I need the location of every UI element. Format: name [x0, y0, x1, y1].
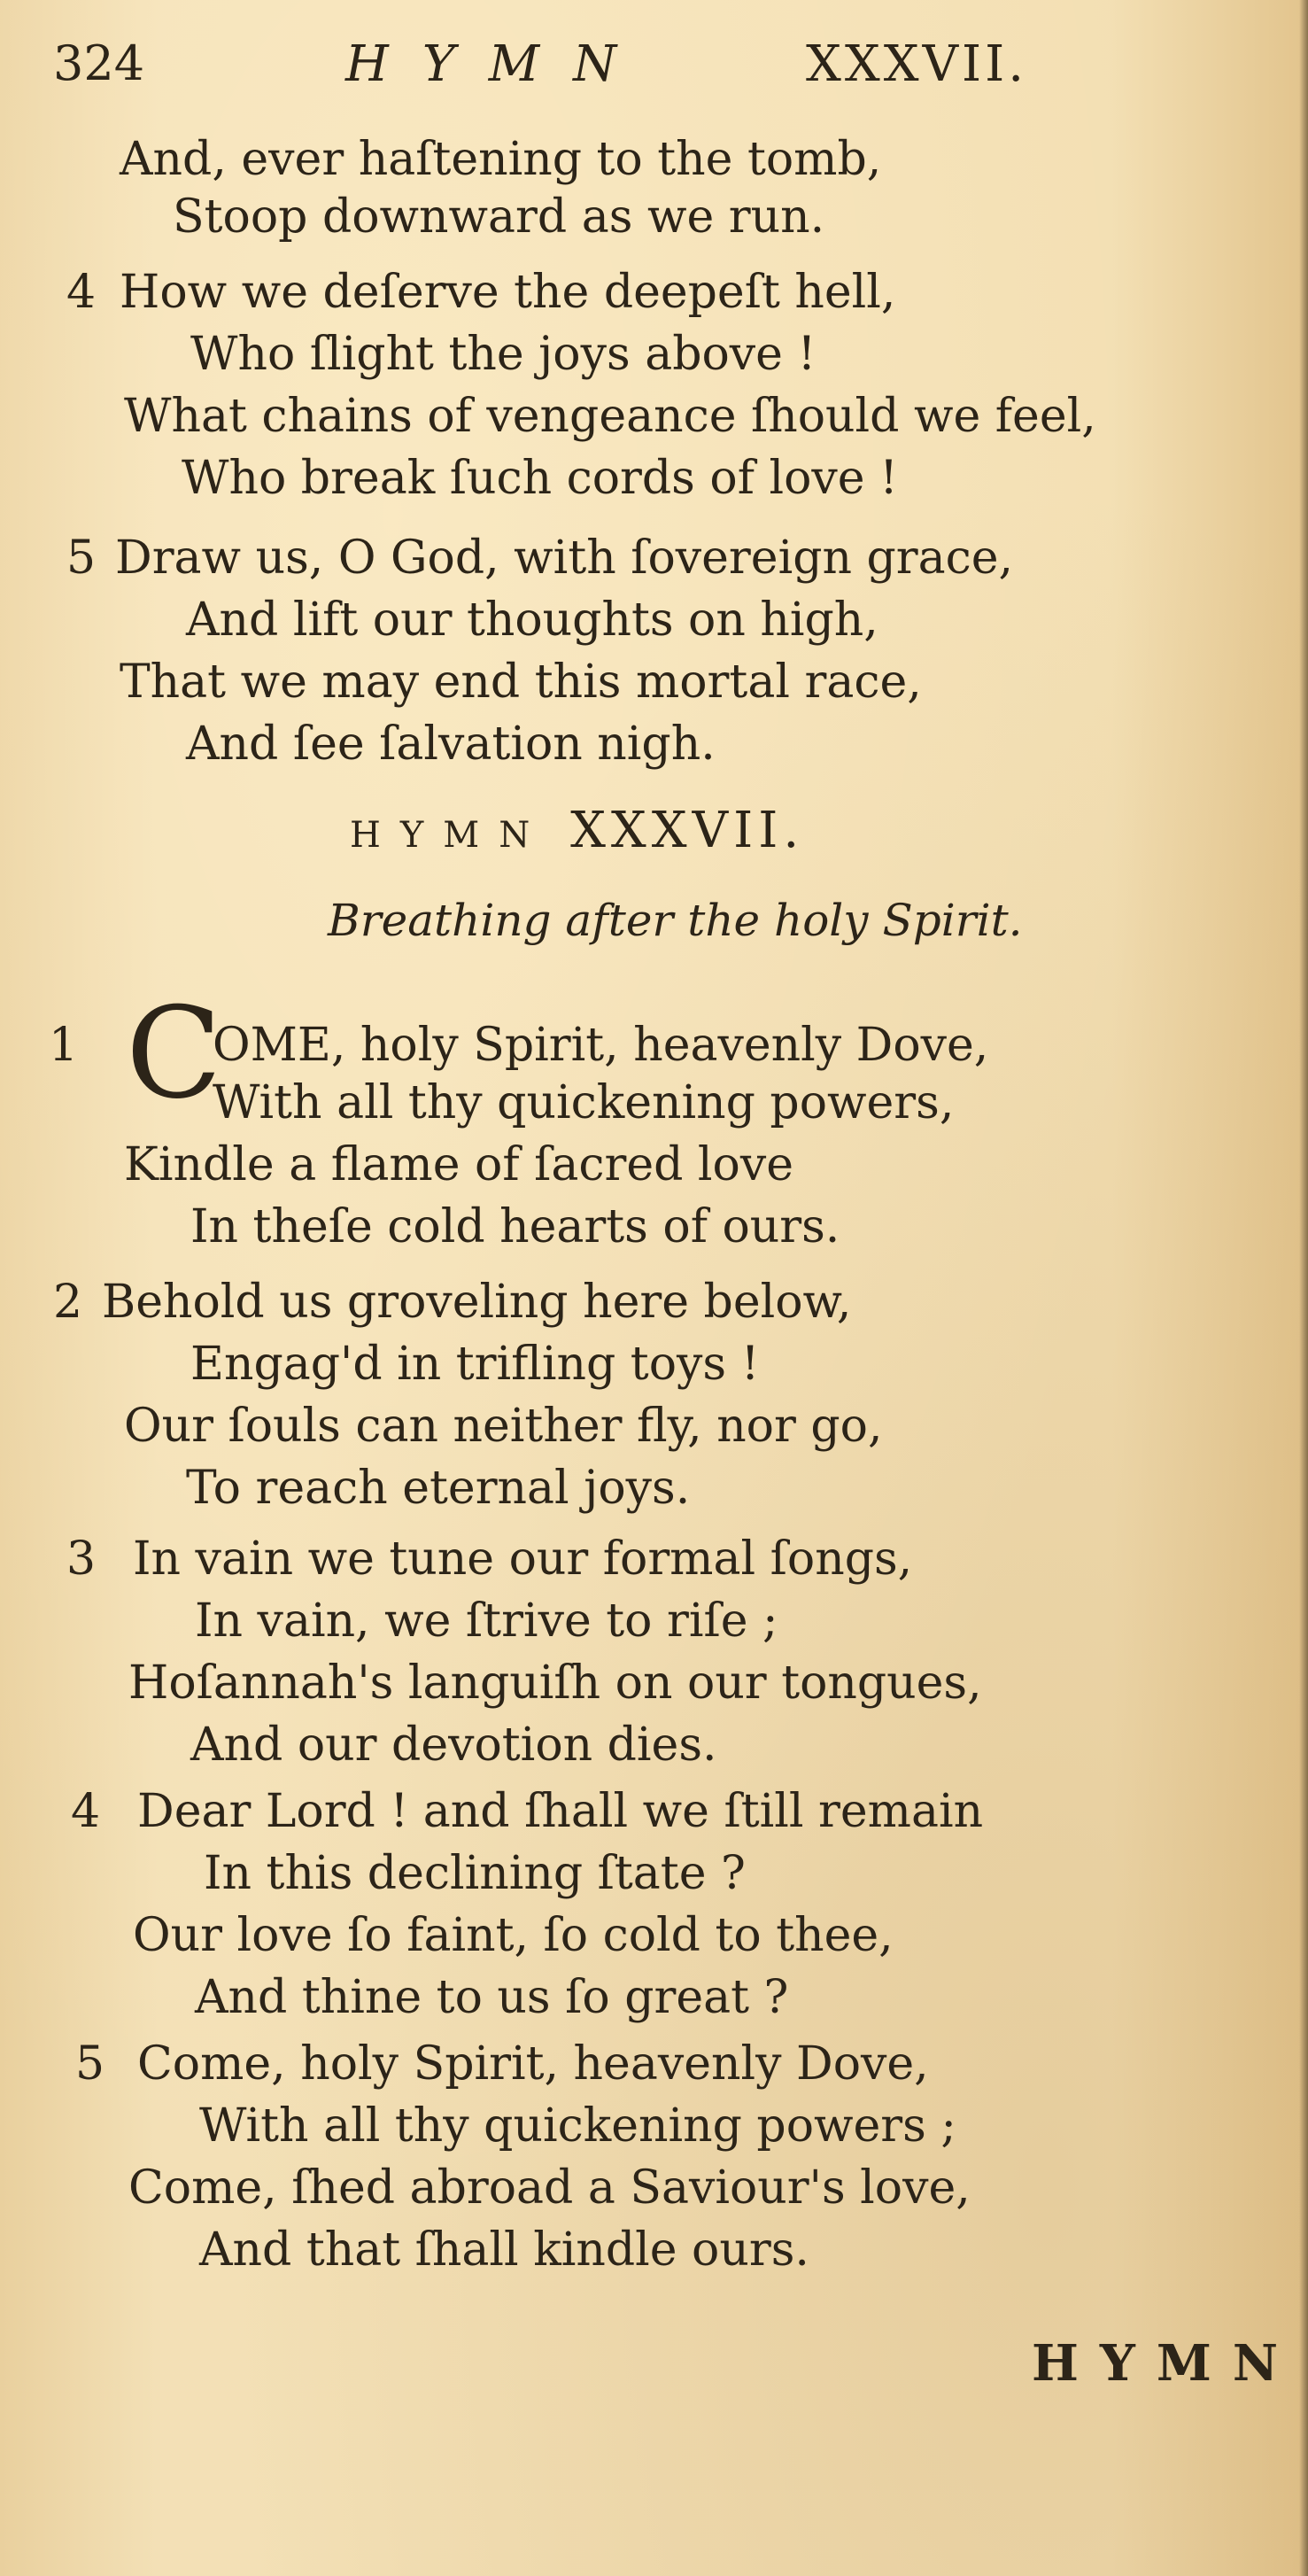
stanza-number: 3	[66, 1532, 97, 1586]
verse-line: With all thy quickening powers,	[213, 1076, 955, 1129]
verse-line: Come, ſhed abroad a Saviour's love,	[128, 2161, 971, 2215]
stanza-number: 4	[71, 1785, 101, 1838]
verse-line: Kindle a flame of ſacred love	[124, 1138, 794, 1191]
stanza-number: 4	[66, 266, 97, 319]
verse-line: Stoop downward as we run.	[173, 190, 825, 244]
verse-line: In vain we tune our formal ſongs,	[133, 1532, 913, 1586]
verse-line: Engag'd in trifling toys !	[190, 1338, 760, 1391]
verse-line: To reach eternal joys.	[186, 1462, 691, 1515]
verse-line: And lift our thoughts on high,	[186, 594, 878, 647]
verse-line: And thine to us ſo great ?	[195, 1971, 789, 2024]
hymn-label: HYMN	[350, 815, 550, 856]
verse-line: What chains of vengeance ſhould we feel,	[124, 390, 1096, 443]
drop-cap: C	[126, 981, 222, 1127]
verse-line: And, ever haſtening to the tomb,	[120, 133, 882, 186]
hymn-number: XXXVII.	[570, 802, 805, 859]
verse-line: In this declining ſtate ?	[204, 1847, 746, 1900]
verse-line: Our ſouls can neither fly, nor go,	[124, 1400, 883, 1453]
verse-line: Draw us, O God, with ſovereign grace,	[115, 531, 1014, 585]
verse-line: That we may end this mortal race,	[120, 656, 922, 709]
stanza-number: 5	[66, 531, 97, 585]
verse-line: Behold us groveling here below,	[102, 1276, 852, 1329]
verse-line: Hoſannah's languiſh on our tongues,	[128, 1657, 982, 1710]
running-title: HYMN	[345, 35, 651, 93]
stanza-number: 2	[53, 1276, 83, 1329]
verse-line: In vain, we ſtrive to riſe ;	[195, 1594, 778, 1648]
hymn-heading	[350, 802, 804, 859]
stanza-number: 5	[75, 2037, 105, 2091]
hymn-subtitle: Breathing after the holy Spirit.	[328, 895, 1023, 946]
page-header	[53, 27, 1036, 106]
page-edge-shadow	[1299, 0, 1308, 2576]
verse-line: Come, holy Spirit, heavenly Dove,	[137, 2037, 929, 2091]
verse-line: How we deſerve the deepeſt hell,	[120, 266, 896, 319]
verse-line: With all thy quickening powers ;	[199, 2099, 956, 2153]
verse-line: And that ſhall kindle ours.	[199, 2223, 809, 2277]
verse-line: Who break ſuch cords of love !	[182, 452, 898, 505]
catchword: HYMN	[1032, 2334, 1300, 2393]
verse-line: And ſee ſalvation nigh.	[186, 718, 716, 771]
verse-line: Who ſlight the joys above !	[190, 328, 817, 381]
running-hymn-number: XXXVII.	[806, 35, 1028, 93]
page-number: 324	[53, 35, 145, 91]
verse-line: Dear Lord ! and ſhall we ſtill remain	[137, 1785, 984, 1838]
verse-line: Our love ſo faint, ſo cold to thee,	[133, 1909, 894, 1962]
stanza-number: 1	[49, 1019, 79, 1072]
verse-line: OME, holy Spirit, heavenly Dove,	[213, 1019, 989, 1072]
verse-line: And our devotion dies.	[190, 1719, 717, 1772]
verse-line: In theſe cold hearts of ours.	[190, 1200, 840, 1253]
